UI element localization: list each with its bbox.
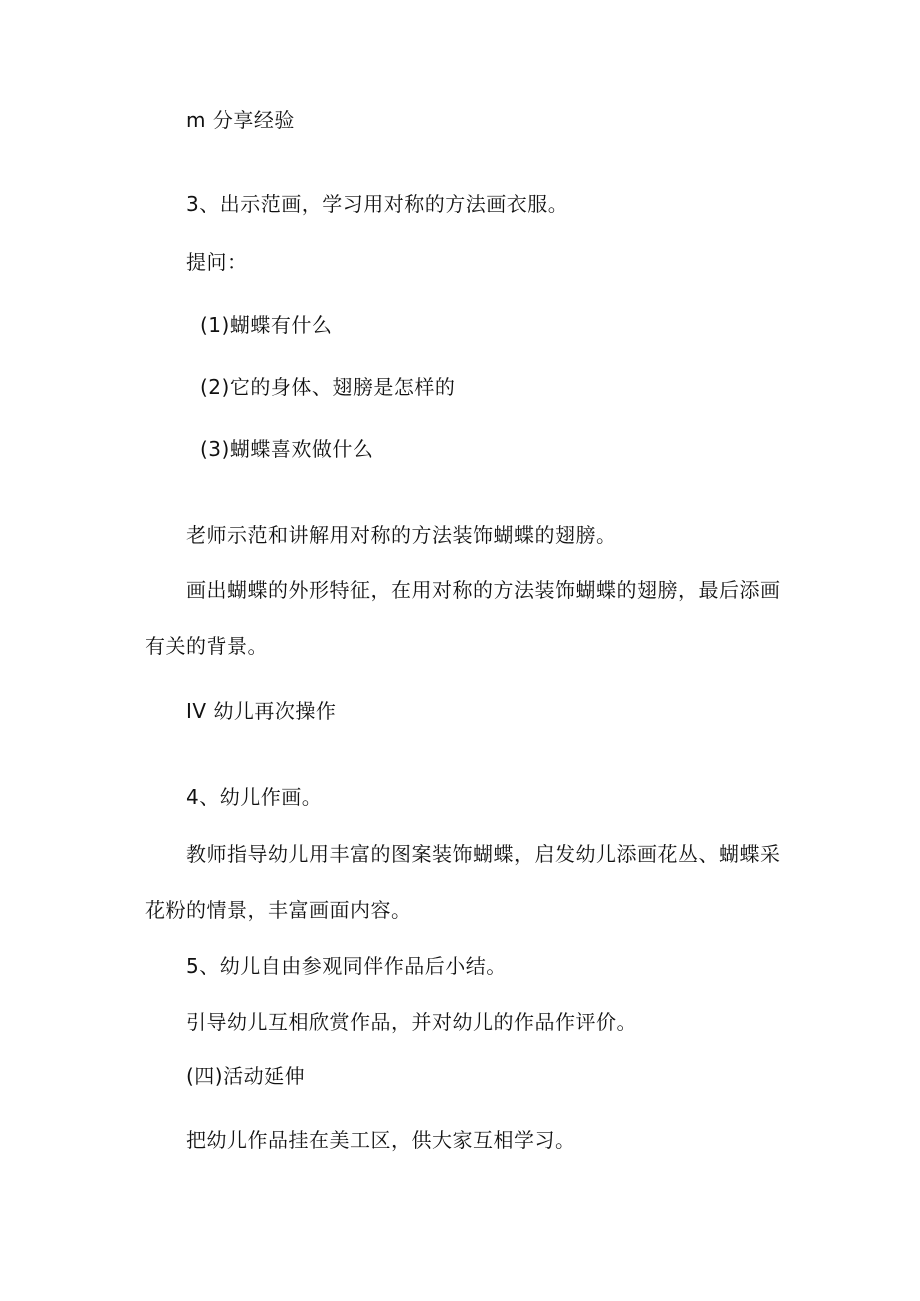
question-3: (3)蝴蝶喜欢做什么: [200, 437, 374, 461]
teacher-demo-paragraph: 老师示范和讲解用对称的方法装饰蝴蝶的翅膀。: [186, 523, 617, 547]
questions-label: 提问：: [186, 250, 248, 274]
section-heading-operate-again: IV 幼儿再次操作: [186, 699, 337, 723]
step-4-heading: 4、幼儿作画。: [186, 785, 323, 809]
question-2: (2)它的身体、翅膀是怎样的: [200, 375, 456, 399]
step-3-heading: 3、出示范画，学习用对称的方法画衣服。: [186, 192, 569, 216]
teacher-guidance-paragraph-line-2: 花粉的情景，丰富画面内容。: [145, 898, 412, 922]
question-1: (1)蝴蝶有什么: [200, 313, 333, 337]
appreciation-paragraph: 引导幼儿互相欣赏作品，并对幼儿的作品作评价。: [186, 1010, 637, 1034]
activity-extension-heading: (四)活动延伸: [186, 1064, 306, 1088]
draw-features-paragraph-line-1: 画出蝴蝶的外形特征，在用对称的方法装饰蝴蝶的翅膀，最后添画: [186, 578, 781, 602]
draw-features-paragraph-line-2: 有关的背景。: [145, 634, 268, 658]
extension-paragraph: 把幼儿作品挂在美工区，供大家互相学习。: [186, 1128, 576, 1152]
teacher-guidance-paragraph-line-1: 教师指导幼儿用丰富的图案装饰蝴蝶，启发幼儿添画花丛、蝴蝶采: [186, 842, 781, 866]
section-heading-share-experience: m 分享经验: [186, 108, 295, 132]
step-5-heading: 5、幼儿自由参观同伴作品后小结。: [186, 954, 507, 978]
